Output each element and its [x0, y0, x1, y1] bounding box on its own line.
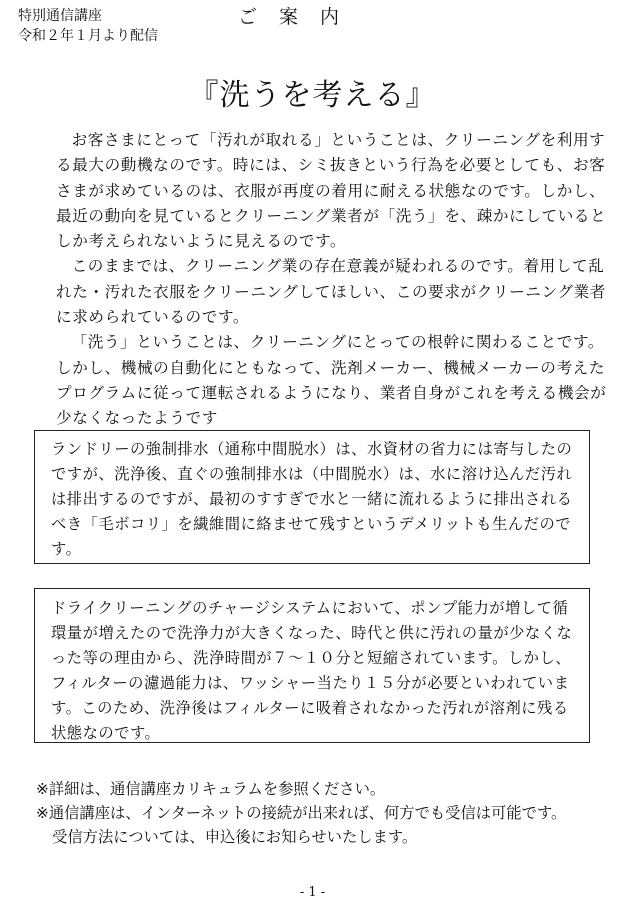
note-application: 受信方法については、申込後にお知らせいたします。: [52, 828, 418, 846]
note-curriculum: ※詳細は、通信講座カリキュラムを参照ください。: [36, 780, 386, 798]
paragraph-1: お客さまにとって「汚れが取れる」ということは、クリーニングを利用する最大の動機なのです。時には、シミ抜きという行為を必要としても、お客さまが求めているのは、衣服が再度の着用に耐える状態なのです。しかし、最近の動向を見ているとクリーニング業者が「洗う」を、疎かにしているとしか考えられないように見えるのです。: [56, 131, 607, 251]
laundry-info-box: [34, 430, 590, 564]
delivery-date: 令和２年１月より配信: [18, 28, 158, 44]
header-info: [18, 6, 158, 46]
course-name: 特別通信講座: [18, 8, 102, 24]
notes: [36, 777, 616, 849]
intro-text: [56, 128, 608, 432]
laundry-info-text: ランドリーの強制排水（通称中間脱水）は、水資材の省力には寄与したのですが、洗浄後、直ぐの強制排水は（中間脱水）は、水に溶け込んだ汚れは排出するのですが、最初のすすぎで水と一緒に流れるように排出されるべき「毛ボコリ」を繊維間に絡ませて残すというデメリットも生んだのです。: [51, 440, 573, 558]
note-internet: ※通信講座は、インターネットの接続が出来れば、何方でも受信は可能です。: [36, 804, 567, 822]
page-number: - 1 -: [299, 885, 326, 900]
notice-heading: ご案内: [238, 6, 362, 28]
paragraph-3: 「洗う」ということは、クリーニングにとっての根幹に関わることです。しかし、機械の自動化にともなって、洗剤メーカー、機械メーカーの考えたプログラムに従って運転されるようになり、業者自身がこれを考える機会が少なくなったようです: [56, 333, 607, 428]
dry-cleaning-info-box: [34, 588, 590, 743]
document-title: 『洗うを考える』: [188, 78, 437, 113]
dry-cleaning-info-text: ドライクリーニングのチャージシステムにおいて、ポンプ能力が増して循環量が増えたので洗浄力が大きくなった、時代と供に汚れの量が少なくなった等の理由から、洗浄時間が７〜１０分と短縮されています。しかし、フィルターの濾過能力は、ワッシャー当たり１５分が必要といわれています。このため、洗浄後はフィルターに吸着されなかった汚れが溶剤に残る状態なのです。: [51, 599, 573, 742]
paragraph-2: このままでは、クリーニング業の存在意義が疑われるのです。着用して乱れた・汚れた衣服をクリーニングしてほしい、この要求がクリーニング業者に求められているのです。: [56, 257, 606, 327]
